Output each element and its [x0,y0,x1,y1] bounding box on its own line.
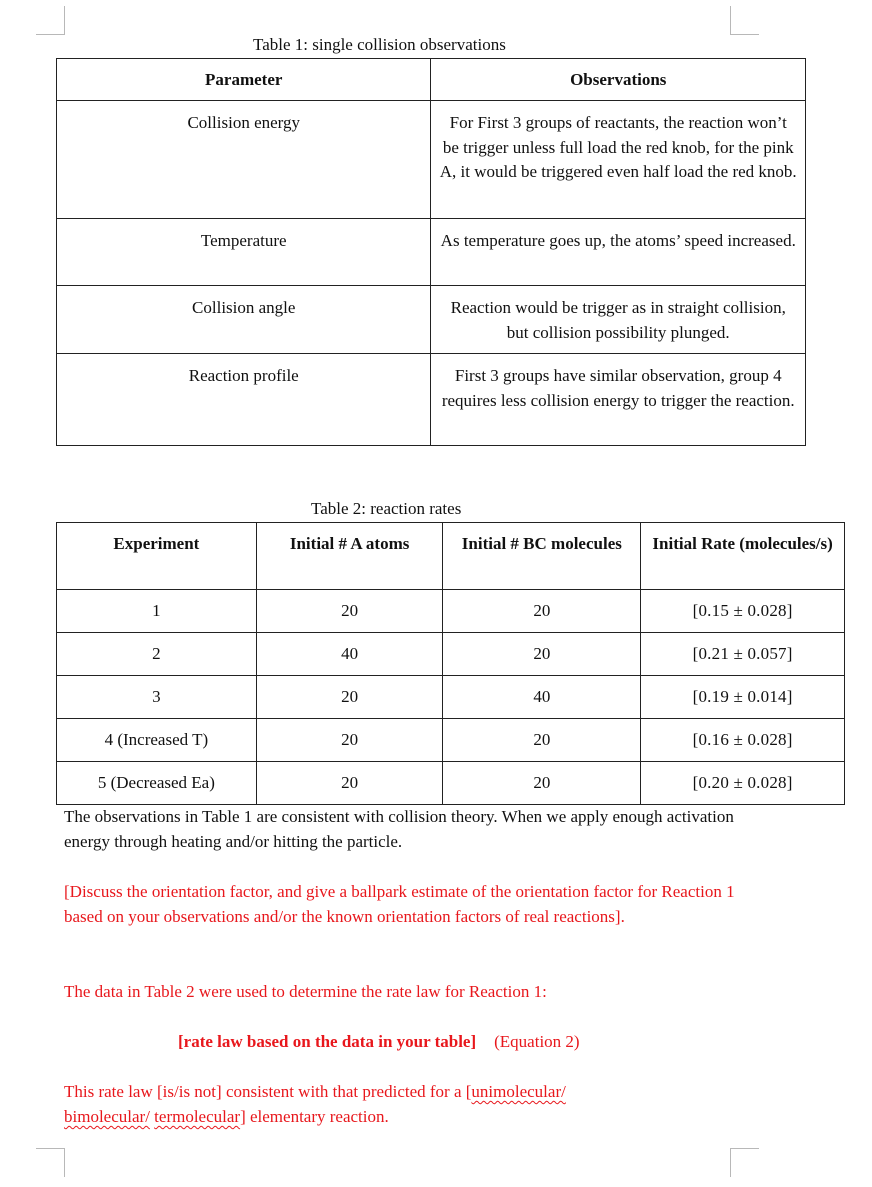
table1-header-row [57,59,806,101]
table-row [57,762,845,805]
experiment-cell: 5 (Decreased Ea) [57,762,257,805]
observations-paragraph: The observations in Table 1 are consistent with collision theory. When we apply enough activation energy through heating and/or hitting the particle. [64,807,734,851]
table1-observation-cell: Reaction would be trigger as in straight collision, but collision possibility plunged. [431,286,806,354]
table-row [57,676,845,719]
table2-header-experiment: Experiment [57,523,257,590]
consistency-suffix: ] elementary reaction. [240,1107,389,1126]
table-row [57,633,845,676]
table1-parameter-cell: Collision energy [57,101,431,219]
rate-law-placeholder: [rate law based on the data in your table] [178,1032,477,1051]
experiment-cell: 3 [57,676,257,719]
table1-header-observations: Observations [431,59,806,101]
table-row [57,101,806,219]
experiment-cell: 4 (Increased T) [57,719,257,762]
a-atoms-cell: 40 [256,633,443,676]
table-row [57,719,845,762]
a-atoms-cell: 20 [256,719,443,762]
rate-law-line [178,1029,872,1054]
table1-collision-observations [56,58,806,446]
termolecular-text: termolecular [154,1107,241,1126]
table-row [57,219,806,286]
table2-header-initial-rate: Initial Rate (molecules/s) [641,523,845,590]
table1-observation-cell: As temperature goes up, the atoms’ speed increased. [431,219,806,286]
table-row [57,354,806,446]
a-atoms-cell: 20 [256,762,443,805]
consistency-paragraph [64,1079,764,1129]
crop-mark-top-left [36,6,65,35]
bc-molecules-cell: 40 [443,676,641,719]
table2-header-row [57,523,845,590]
bimolecular-text: bimolecular/ [64,1107,150,1126]
initial-rate-cell: [0.20 ± 0.028] [641,762,845,805]
initial-rate-cell: [0.16 ± 0.028] [641,719,845,762]
initial-rate-cell: [0.15 ± 0.028] [641,590,845,633]
consistency-prefix: This rate law [is/is not] consistent with that predicted for a [ [64,1082,472,1101]
table1-caption: Table 1: single collision observations [253,35,506,54]
table1-parameter-cell: Collision angle [57,286,431,354]
table2-header-a-atoms: Initial # A atoms [256,523,443,590]
bc-molecules-cell: 20 [443,633,641,676]
experiment-cell: 2 [57,633,257,676]
table1-parameter-cell: Reaction profile [57,354,431,446]
bc-molecules-cell: 20 [443,590,641,633]
unimolecular-text: unimolecular/ [471,1082,566,1101]
table1-header-parameter: Parameter [57,59,431,101]
bc-molecules-cell: 20 [443,719,641,762]
equation-label: (Equation 2) [494,1032,580,1051]
table2-caption: Table 2: reaction rates [311,499,462,518]
rate-law-intro-paragraph: The data in Table 2 were used to determine the rate law for Reaction 1: [64,982,547,1001]
table-row [57,286,806,354]
discuss-orientation-paragraph: [Discuss the orientation factor, and give a ballpark estimate of the orientation factor for Reaction 1 based on your observations and/or the known orientation factors of real reactions]. [64,882,735,926]
crop-mark-bottom-right [730,1148,759,1177]
initial-rate-cell: [0.21 ± 0.057] [641,633,845,676]
table1-observation-cell: First 3 groups have similar observation, group 4 requires less collision energy to trigger the reaction. [431,354,806,446]
crop-mark-bottom-left [36,1148,65,1177]
table2-header-bc-molecules: Initial # BC molecules [443,523,641,590]
table1-parameter-cell: Temperature [57,219,431,286]
a-atoms-cell: 20 [256,676,443,719]
experiment-cell: 1 [57,590,257,633]
table-row [57,590,845,633]
initial-rate-cell: [0.19 ± 0.014] [641,676,845,719]
crop-mark-top-right [730,6,759,35]
a-atoms-cell: 20 [256,590,443,633]
table1-observation-cell: For First 3 groups of reactants, the reaction won’t be trigger unless full load the red knob, for the pink A, it would be triggered even half load the red knob. [431,101,806,219]
bc-molecules-cell: 20 [443,762,641,805]
table2-reaction-rates [56,522,845,805]
